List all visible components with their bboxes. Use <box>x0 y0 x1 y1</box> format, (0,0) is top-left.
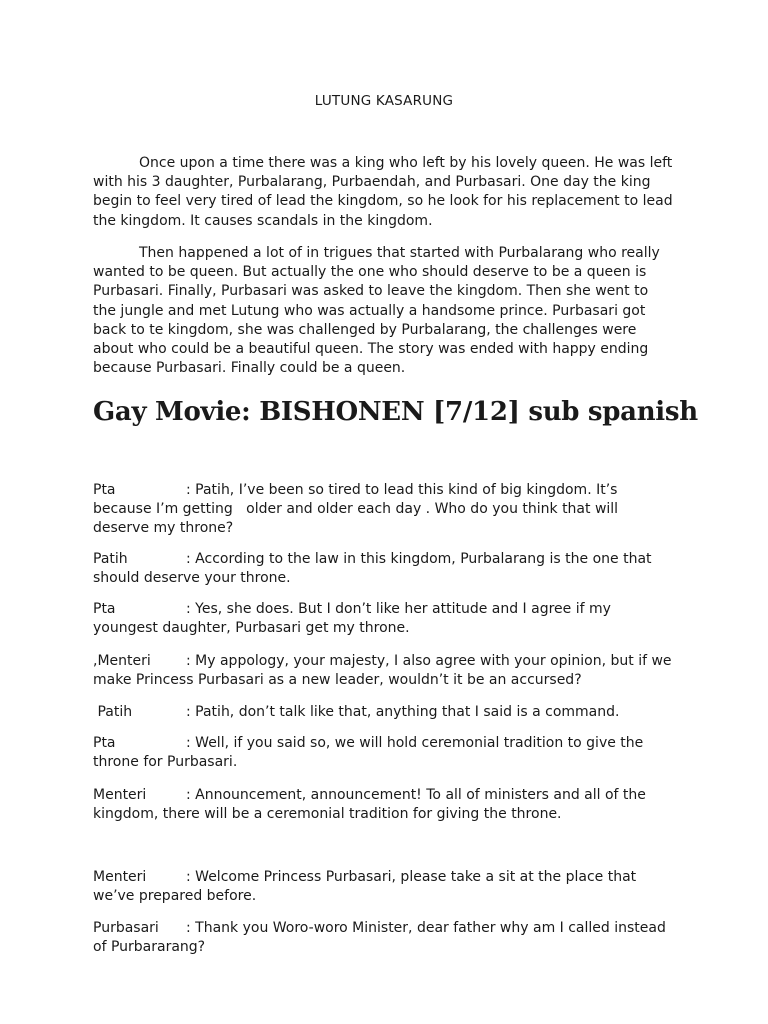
dialogue-speaker: Patih <box>93 551 128 567</box>
dialogue-speaker: Menteri <box>93 869 147 885</box>
story-paragraph-1: Once upon a time there was a king who left by his lovely queen. He was left with his 3 daughter, Purbalarang, Purbaendah, and Purbasari. One day the king begin to feel very tired of lead the kingdom, so he look for his replacement to lead the kingdom. It causes scandals in the kingdom. <box>93 155 673 229</box>
dialogue-line <box>93 652 678 690</box>
dialogue-speaker: Purbasari <box>93 920 159 936</box>
dialogue-text: : Patih, don’t talk like that, anything that I said is a command. <box>186 704 620 720</box>
dialogue-text: : My appology, your majesty, I also agree with your opinion, but if we make Princess Purbasari as a new leader, wouldn’t it be an accursed? <box>93 653 672 689</box>
dialogue-speaker: Pta <box>93 735 116 751</box>
inserted-heading: Gay Movie: BISHONEN [7/12] sub spanish <box>93 397 698 427</box>
dialogue-speaker: Menteri <box>93 787 147 803</box>
dialogue-text: : Yes, she does. But I don’t like her attitude and I agree if my youngest daughter, Purbasari get my throne. <box>93 601 611 637</box>
dialogue-line <box>93 703 678 722</box>
dialogue-line <box>93 786 678 824</box>
dialogue-line <box>93 600 678 638</box>
story-paragraph-2: Then happened a lot of in trigues that started with Purbalarang who really wanted to be queen. But actually the one who should deserve to be a queen is Purbasari. Finally, Purbasari was asked to leave the kingdom. Then she went to the jungle and met Lutung who was actually a handsome prince. Purbasari got back to te kingdom, she was challenged by Purbalarang, the challenges were about who could be a beautiful queen. The story was ended with happy ending because Purbasari. Finally could be a queen. <box>93 245 660 377</box>
dialogue-text: : Well, if you said so, we will hold ceremonial tradition to give the throne for Purbasari. <box>93 735 644 771</box>
document-title: LUTUNG KASARUNG <box>314 93 454 109</box>
dialogue-speaker: Pta <box>93 482 116 498</box>
dialogue-line <box>93 734 678 772</box>
dialogue-speaker: Patih <box>93 704 133 720</box>
dialogue-line <box>93 481 678 539</box>
dialogue-text: : Patih, I’ve been so tired to lead this kind of big kingdom. It’s because I’m getting older and older each day . Who do you think that will deserve my throne? <box>93 482 619 537</box>
dialogue-speaker: Pta <box>93 601 116 617</box>
dialogue-text: : Welcome Princess Purbasari, please take a sit at the place that we’ve prepared before. <box>93 869 637 905</box>
dialogue-line <box>93 919 678 957</box>
dialogue-line <box>93 550 678 588</box>
dialogue-speaker: ,Menteri <box>93 653 151 669</box>
dialogue-text: : Announcement, announcement! To all of ministers and all of the kingdom, there will be a ceremonial tradition for giving the throne. <box>93 787 646 823</box>
dialogue-text: : Thank you Woro-woro Minister, dear father why am I called instead of Purbararang? <box>93 920 666 956</box>
dialogue-line <box>93 868 678 906</box>
dialogue-text: : According to the law in this kingdom, Purbalarang is the one that should deserve your throne. <box>93 551 652 587</box>
